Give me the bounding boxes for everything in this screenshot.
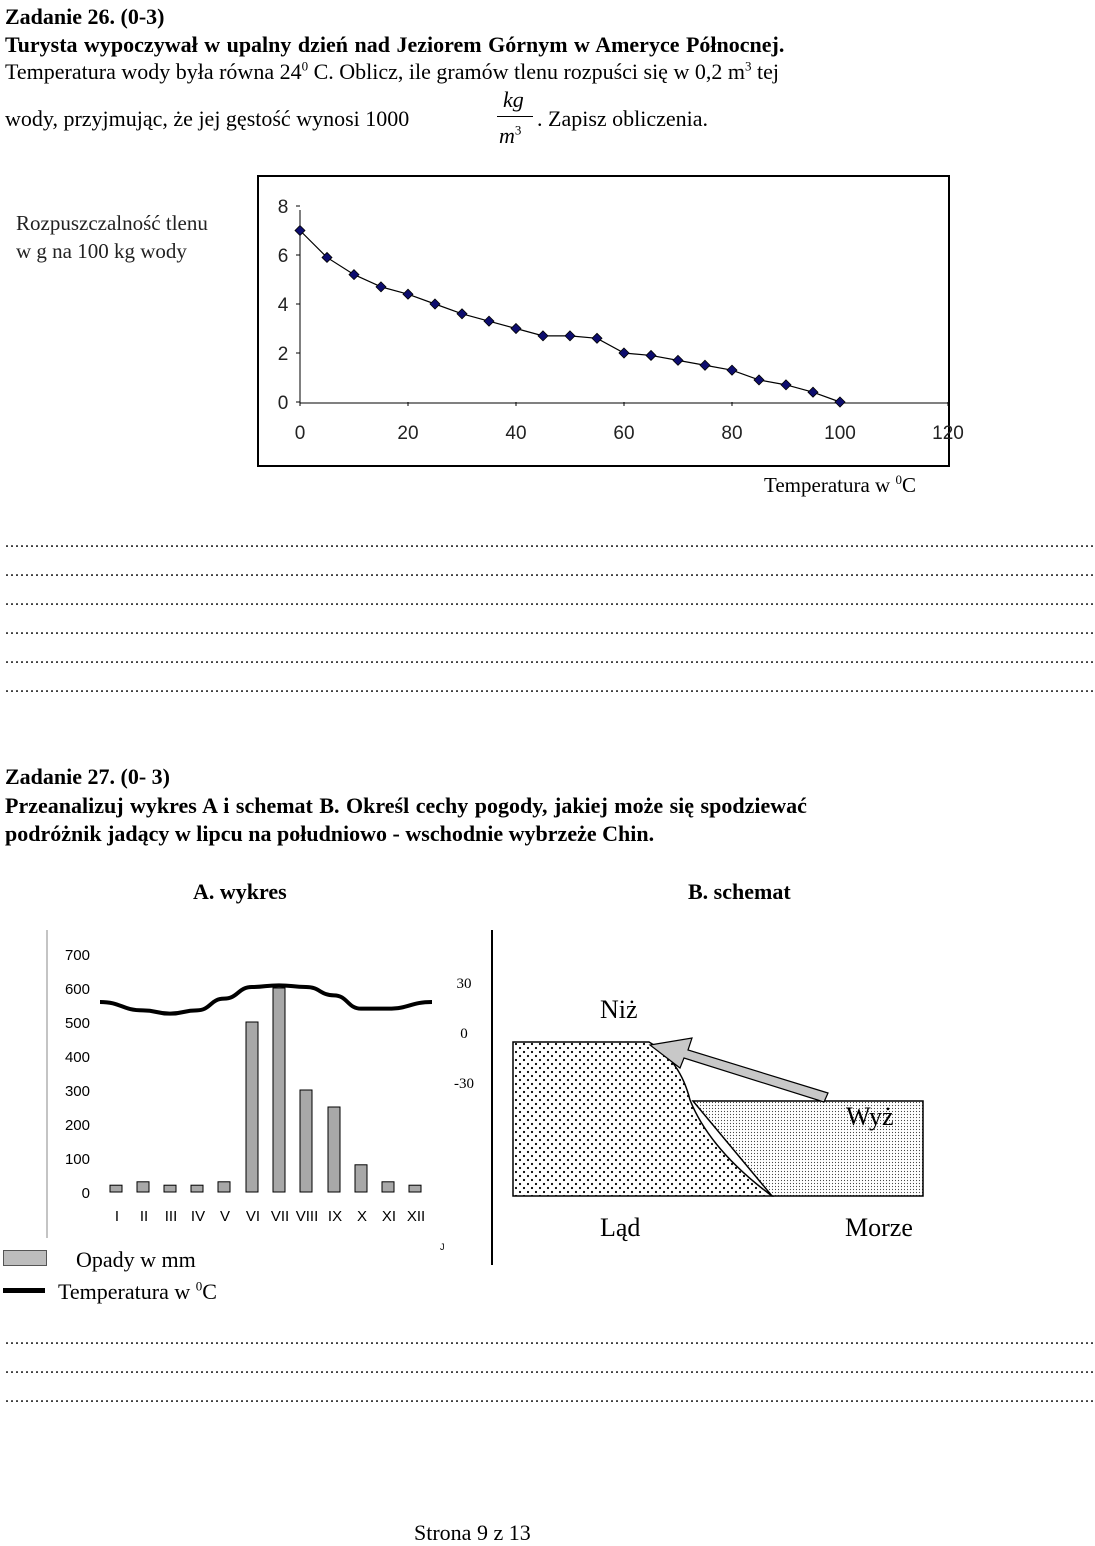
data-point <box>700 360 710 370</box>
precip-bar <box>191 1185 203 1192</box>
y-tick-label: 100 <box>64 1151 90 1168</box>
data-point <box>727 365 737 375</box>
unit-numerator: kg <box>503 87 524 112</box>
temp-tick-label: 30 <box>456 976 472 992</box>
precip-bar <box>328 1107 340 1192</box>
unit-denominator: $m^3$ <box>499 122 522 148</box>
data-point <box>781 380 791 390</box>
temp-tick-label: -30 <box>454 1076 474 1092</box>
task26-line1: Turysta wypoczywał w upalny dzień nad Jeziorem Górnym w Ameryce Północnej. <box>5 32 785 57</box>
data-point <box>646 350 656 360</box>
land-label: Ląd <box>600 1213 641 1242</box>
data-point <box>403 289 413 299</box>
data-point <box>565 331 575 341</box>
month-label: VIII <box>295 1208 319 1225</box>
task26-line3a: wody, przyjmując, że jej gęstość wynosi 1000 <box>5 106 410 131</box>
task26-line2: Temperatura wody była równa $24^0$ C. Oblicz, ile gramów tlenu rozpuści się w 0,2 $m^3$ tej <box>5 58 779 84</box>
month-label: IV <box>190 1208 206 1225</box>
solubility-chart <box>0 0 964 520</box>
x-tick-label: 20 <box>397 423 419 444</box>
y-tick-label: 300 <box>64 1083 90 1100</box>
low-pressure-label: Niż <box>600 995 638 1024</box>
data-point <box>349 270 359 280</box>
y-tick-label: 400 <box>64 1049 90 1066</box>
tiny-mark: J <box>440 1242 445 1252</box>
y-tick-label: 600 <box>64 981 90 998</box>
month-label: I <box>114 1208 120 1225</box>
chart1-xlabel: Temperatura w $^0$C <box>764 472 916 497</box>
x-tick-label: 100 <box>824 423 856 444</box>
data-point <box>592 333 602 343</box>
y-tick-label: 500 <box>64 1015 90 1032</box>
x-tick-label: 80 <box>721 423 743 444</box>
task26-line3b: . Zapisz obliczenia. <box>537 106 709 131</box>
month-label: VII <box>270 1208 290 1225</box>
data-point <box>430 299 440 309</box>
temp-tick-label: 0 <box>460 1026 468 1042</box>
month-label: II <box>139 1208 149 1225</box>
month-label: V <box>219 1208 231 1225</box>
y-tick-label: 2 <box>277 344 289 365</box>
month-label: XII <box>406 1208 426 1225</box>
y-tick-label: 0 <box>277 393 289 414</box>
answer-line[interactable]: .......................................................................................................................................................................................................................... <box>5 1389 1095 1406</box>
answer-line[interactable]: .......................................................................................................................................................................................................................... <box>5 679 1095 696</box>
precip-bar <box>164 1185 176 1192</box>
x-tick-label: 60 <box>613 423 635 444</box>
data-point <box>835 397 845 407</box>
answer-line[interactable]: .......................................................................................................................................................................................................................... <box>5 1331 1095 1348</box>
legend-precip-label: Opady w mm <box>76 1247 196 1272</box>
label-schema-b: B. schemat <box>688 879 791 904</box>
legend-precip-swatch <box>3 1250 47 1266</box>
month-label: IX <box>327 1208 343 1225</box>
high-pressure-label: Wyż <box>846 1102 894 1131</box>
task27-title: Zadanie 27. (0- 3) <box>5 764 170 789</box>
answer-line[interactable]: .......................................................................................................................................................................................................................... <box>5 621 1095 638</box>
answer-line[interactable]: .......................................................................................................................................................................................................................... <box>5 534 1095 551</box>
precip-bar <box>137 1182 149 1192</box>
precip-bar <box>300 1090 312 1192</box>
precip-bar <box>273 988 285 1192</box>
x-tick-label: 0 <box>294 423 306 444</box>
y-tick-label: 700 <box>64 947 90 964</box>
data-point <box>673 355 683 365</box>
y-tick-label: 0 <box>81 1185 90 1202</box>
precip-bar <box>382 1182 394 1192</box>
y-tick-label: 6 <box>277 246 289 267</box>
data-point <box>619 348 629 358</box>
month-label: III <box>164 1208 178 1225</box>
data-point <box>376 282 386 292</box>
answer-line[interactable]: .......................................................................................................................................................................................................................... <box>5 650 1095 667</box>
answer-line[interactable]: .......................................................................................................................................................................................................................... <box>5 592 1095 609</box>
data-point <box>538 331 548 341</box>
legend-temp-label: Temperatura w $^0$C <box>58 1278 217 1304</box>
chart1-ylabel-line1: Rozpuszczalność tlenu <box>16 211 208 235</box>
precip-bar <box>110 1185 122 1192</box>
data-point <box>511 324 521 334</box>
answer-line[interactable]: .......................................................................................................................................................................................................................... <box>5 563 1095 580</box>
temperature-line <box>100 985 432 1013</box>
precip-bar <box>246 1022 258 1192</box>
data-point <box>754 375 764 385</box>
x-tick-label: 40 <box>505 423 527 444</box>
x-tick-label: 120 <box>932 423 964 444</box>
page-footer: Strona 9 z 13 <box>414 1520 531 1545</box>
month-label: X <box>356 1208 368 1225</box>
precip-bar <box>355 1165 367 1192</box>
y-tick-label: 4 <box>277 295 289 316</box>
month-label: VI <box>245 1208 261 1225</box>
data-point <box>484 316 494 326</box>
data-point <box>808 387 818 397</box>
answer-line[interactable]: .......................................................................................................................................................................................................................... <box>5 1360 1095 1377</box>
chart1-ylabel-line2: w g na 100 kg wody <box>16 239 187 263</box>
y-tick-label: 200 <box>64 1117 90 1134</box>
label-chart-a: A. wykres <box>193 879 287 904</box>
legend-temp-swatch <box>3 1288 45 1293</box>
precip-bar <box>218 1182 230 1192</box>
precip-bar <box>409 1185 421 1192</box>
sea-label: Morze <box>845 1213 913 1242</box>
y-tick-label: 8 <box>277 197 289 218</box>
task26-title: Zadanie 26. (0-3) <box>5 4 165 29</box>
month-label: XI <box>381 1208 397 1225</box>
data-point <box>457 309 467 319</box>
task27-line1: Przeanalizuj wykres A i schemat B. Określ cechy pogody, jakiej może się spodziewać <box>5 793 807 818</box>
task27-line2: podróżnik jadący w lipcu na południowo - wschodnie wybrzeże Chin. <box>5 821 655 846</box>
